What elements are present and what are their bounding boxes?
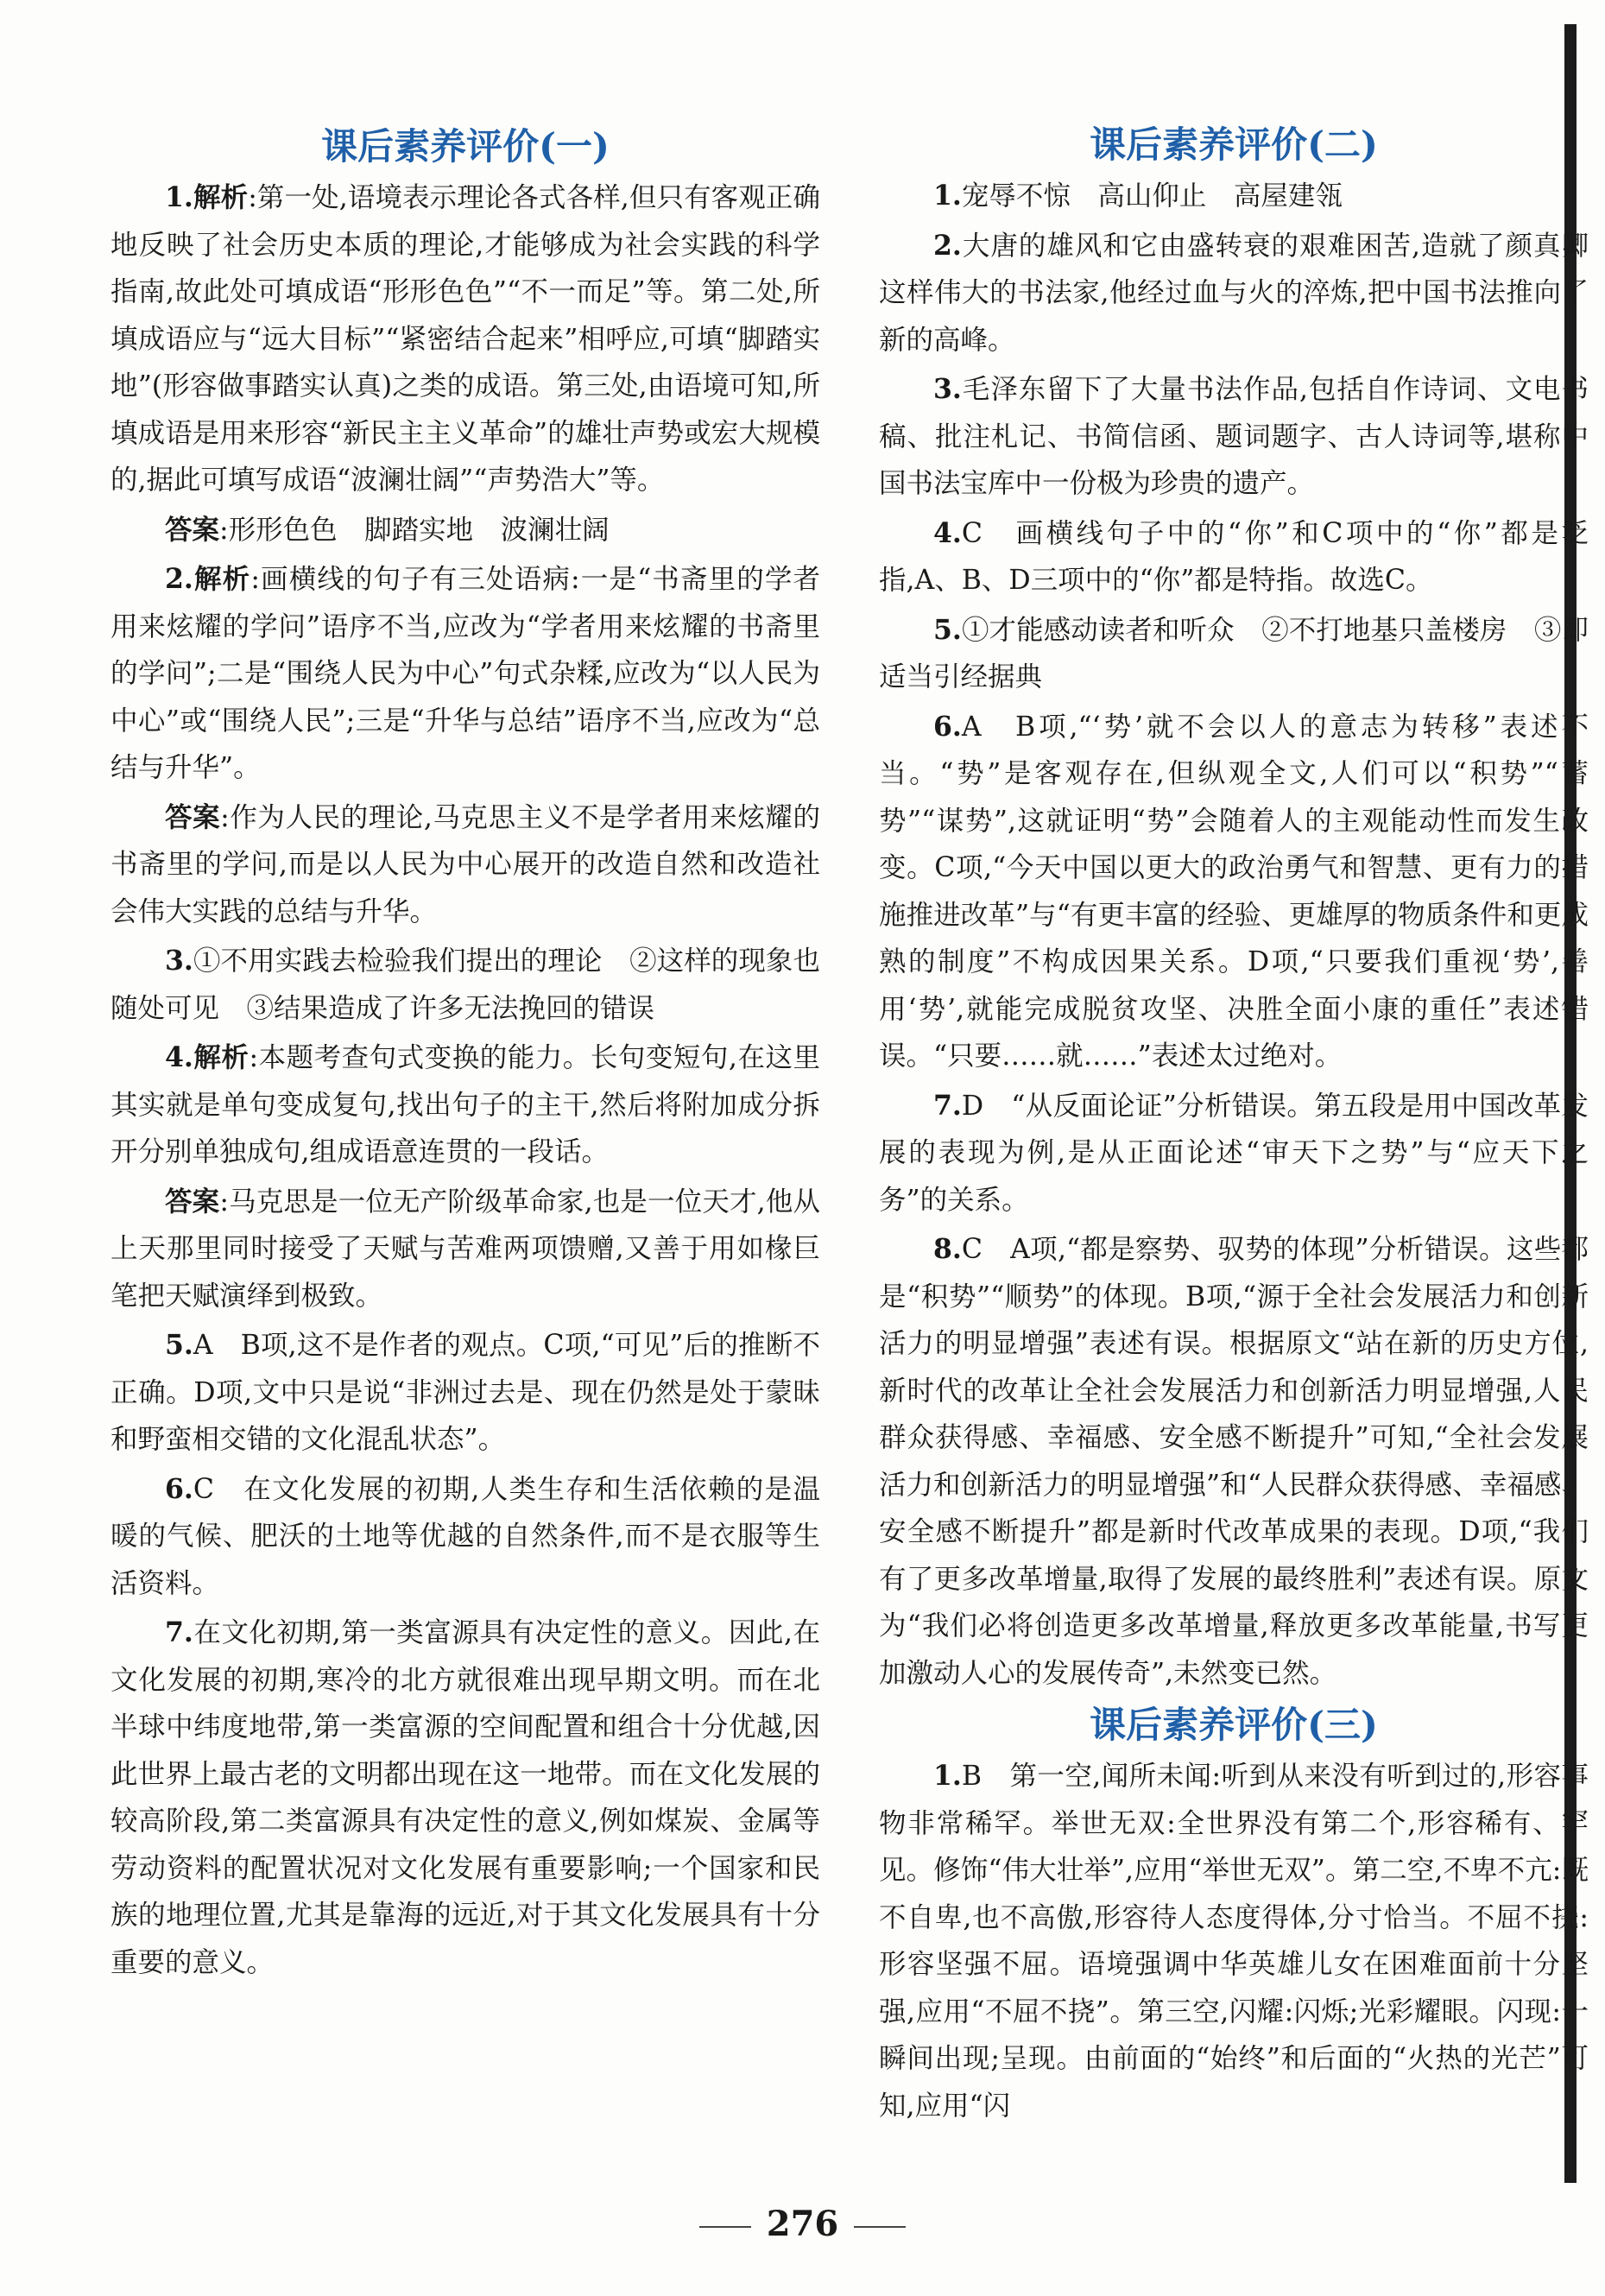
answer-paragraph bbox=[111, 938, 820, 1032]
answer-label bbox=[933, 373, 962, 405]
answer-paragraph bbox=[111, 556, 820, 792]
answer-text: :形形色色 脚踏实地 波澜壮阔 bbox=[219, 514, 610, 546]
question-number: 3. bbox=[933, 373, 962, 405]
footer-dash-left bbox=[699, 2226, 751, 2228]
answer-label bbox=[165, 514, 219, 546]
question-number: 1. bbox=[933, 1760, 962, 1792]
answer-paragraph bbox=[879, 223, 1589, 364]
answer-label bbox=[933, 614, 962, 646]
label-text: 答案 bbox=[165, 800, 221, 833]
answer-label bbox=[933, 517, 962, 549]
answer-paragraph bbox=[111, 1034, 820, 1176]
left-paragraphs bbox=[111, 174, 820, 1986]
answer-text: :作为人民的理论,马克思主义不是学者用来炫耀的书斋里的学问,而是以人民为中心展开的改造自然和改造社会伟大实践的总结与升华。 bbox=[111, 801, 820, 927]
section-title-1: 课后素养评价(一) bbox=[321, 125, 610, 168]
question-number: 6. bbox=[165, 1472, 193, 1505]
question-number: 4. bbox=[933, 516, 962, 549]
answer-text: C 在文化发展的初期,人类生存和生活依赖的是温暖的气候、肥沃的土地等优越的自然条件,而不是衣服等生活资料。 bbox=[111, 1473, 820, 1599]
answer-text: D “从反面论证”分析错误。第五段是用中国改革发展的表现为例,是从正面论述“审天下之势”与“应天下之务”的关系。 bbox=[879, 1090, 1589, 1216]
label-text: 解析 bbox=[193, 181, 249, 213]
answer-text: C 画横线句子中的“你”和C项中的“你”都是泛指,A、B、D三项中的“你”都是特指。故选C。 bbox=[879, 517, 1589, 596]
question-number: 8. bbox=[933, 1233, 962, 1265]
answer-text: B 第一空,闻所未闻:听到从来没有听到过的,形容事物非常稀罕。举世无双:全世界没有第二个,形容稀有、罕见。修饰“伟大壮举”,应用“举世无双”。第二空,不卑不亢:既不自卑,也不高傲,形容待人态度得体,分寸恰当。不屈不挠:形容坚强不屈。语境强调中华英雄儿女在困难面前十分坚强,应用“不屈不挠”。第三空,闪耀:闪烁;光彩耀眼。闪现:一瞬间出现;呈现。由前面的“始终”和后面的“火热的光芒”可知,应用“闪 bbox=[879, 1761, 1589, 2122]
answer-text: A B项,“‘势’就不会以人的意志为转移”表述不当。“势”是客观存在,但纵观全文,人们可以“积势”“蓄势”“谋势”,这就证明“势”会随着人的主观能动性而发生改变。C项,“今天中国以更大的政治勇气和智慧、更有力的措施推进改革”与“有更丰富的经验、更雄厚的物质条件和更成熟的制度”不构成因果关系。D项,“只要我们重视‘势’,善用‘势’,就能完成脱贫攻坚、决胜全面小康的重任”表述错误。“只要……就……”表述太过绝对。 bbox=[879, 711, 1589, 1072]
answer-paragraph bbox=[879, 173, 1589, 220]
answer-label bbox=[165, 945, 193, 977]
answer-text: :本题考查句式变换的能力。长句变短句,在这里其实就是单句变成复句,找出句子的主干,然后将附加成分拆开分别单独成句,组成语意连贯的一段话。 bbox=[111, 1042, 820, 1167]
left-column bbox=[111, 121, 820, 1989]
answer-label bbox=[933, 1760, 962, 1792]
answer-text: C A项,“都是察势、驭势的体现”分析错误。这些都是“积势”“顺势”的体现。B项,“源于全社会发展活力和创新活力的明显增强”表述有误。根据原文“站在新的历史方位,新时代的改革让全社会发展活力和创新活力明显增强,人民群众获得感、幸福感、安全感不断提升”可知,“全社会发展活力和创新活力的明显增强”和“人民群众获得感、幸福感、安全感不断提升”都是新时代改革成果的表现。D项,“我们有了更多改革增量,取得了发展的最终胜利”表述有误。原文为“我们必将创造更多改革增量,释放更多改革能量,书写更加激动人心的发展传奇”,未然变已然。 bbox=[879, 1234, 1589, 1689]
answer-paragraph bbox=[879, 1083, 1589, 1224]
answer-label bbox=[165, 801, 220, 833]
answer-paragraph bbox=[111, 174, 820, 504]
answer-label bbox=[933, 711, 962, 743]
question-number: 1. bbox=[165, 181, 193, 213]
answer-paragraph bbox=[879, 1753, 1589, 2129]
answer-label bbox=[165, 1186, 219, 1218]
answer-paragraph bbox=[111, 1610, 820, 1986]
answer-paragraph bbox=[111, 1322, 820, 1464]
answer-paragraph bbox=[111, 507, 820, 554]
answer-text: :马克思是一位无产阶级革命家,也是一位天才,他从上天那里同时接受了天赋与苦难两项馈赠,又善于用如椽巨笔把天赋演绎到极致。 bbox=[111, 1186, 820, 1312]
answer-label bbox=[165, 1473, 193, 1505]
answer-text: 毛泽东留下了大量书法作品,包括自作诗词、文电书稿、批注札记、书简信函、题词题字、古人诗词等,堪称中国书法宝库中一份极为珍贵的遗产。 bbox=[879, 374, 1589, 499]
answer-paragraph bbox=[879, 607, 1589, 701]
answer-label bbox=[933, 230, 962, 262]
answer-label bbox=[165, 1616, 193, 1648]
answer-label bbox=[165, 563, 250, 595]
question-number: 2. bbox=[165, 563, 193, 595]
right-column bbox=[879, 121, 1589, 2132]
question-number: 2. bbox=[933, 229, 962, 262]
answer-paragraph bbox=[879, 1226, 1589, 1697]
answer-text: 宠辱不惊 高山仰止 高屋建瓴 bbox=[961, 180, 1343, 212]
answer-text: A B项,这不是作者的观点。C项,“可见”后的推断不正确。D项,文中只是说“非洲过去是、现在仍然是处于蒙昧和野蛮相交错的文化混乱状态”。 bbox=[111, 1330, 820, 1455]
page-footer bbox=[0, 2204, 1605, 2244]
answer-label bbox=[933, 1233, 962, 1265]
answer-paragraph bbox=[879, 510, 1589, 604]
answer-label bbox=[165, 1041, 249, 1073]
answer-label bbox=[165, 1329, 193, 1361]
right-paragraphs-2 bbox=[879, 173, 1589, 1697]
answer-text: :画横线的句子有三处语病:一是“书斋里的学者用来炫耀的学问”语序不当,应改为“学者用来炫耀的书斋里的学问”;二是“围绕人民为中心”句式杂糅,应改为“以人民为中心”或“围绕人民”;三是“升华与总结”语序不当,应改为“总结与升华”。 bbox=[111, 564, 820, 783]
answer-paragraph bbox=[879, 366, 1589, 508]
question-number: 7. bbox=[933, 1089, 962, 1122]
answer-label bbox=[165, 181, 248, 213]
label-text: 答案 bbox=[165, 513, 220, 546]
footer-dash-right bbox=[854, 2226, 906, 2228]
label-text: 解析 bbox=[193, 563, 251, 595]
answer-paragraph bbox=[111, 794, 820, 936]
answer-label bbox=[933, 180, 962, 212]
question-number: 3. bbox=[165, 945, 193, 977]
label-text: 解析 bbox=[193, 1041, 250, 1073]
label-text: 答案 bbox=[165, 1185, 220, 1218]
question-number: 5. bbox=[933, 613, 962, 646]
question-number: 4. bbox=[165, 1041, 193, 1073]
page-number: 276 bbox=[766, 2204, 839, 2244]
answer-paragraph bbox=[879, 704, 1589, 1080]
answer-text: ①不用实践去检验我们提出的理论 ②这样的现象也随处可见 ③结果造成了许多无法挽回的错误 bbox=[111, 946, 820, 1024]
section-title-2: 课后素养评价(二) bbox=[1090, 123, 1378, 166]
right-paragraphs-3 bbox=[879, 1753, 1589, 2129]
question-number: 5. bbox=[165, 1329, 193, 1361]
question-number: 6. bbox=[933, 710, 962, 743]
answer-text: :第一处,语境表示理论各式各样,但只有客观正确地反映了社会历史本质的理论,才能够成为社会实践的科学指南,故此处可填成语“形形色色”“不一而足”等。第二处,所填成语应与“远大目标”“紧密结合起来”相呼应,可填“脚踏实地”(形容做事踏实认真)之类的成语。第三处,由语境可知,所填成语是用来形容“新民主主义革命”的雄壮声势或宏大规模的,据此可填写成语“波澜壮阔”“声势浩大”等。 bbox=[111, 182, 820, 496]
question-number: 7. bbox=[165, 1616, 193, 1648]
answer-text: 在文化初期,第一类富源具有决定性的意义。因此,在文化发展的初期,寒冷的北方就很难出现早期文明。而在北半球中纬度地带,第一类富源的空间配置和组合十分优越,因此世界上最古老的文明都出现在这一地带。而在文化发展的较高阶段,第二类富源具有决定性的意义,例如煤炭、金属等劳动资料的配置状况对文化发展有重要影响;一个国家和民族的地理位置,尤其是靠海的远近,对于其文化发展具有十分重要的意义。 bbox=[111, 1617, 820, 1978]
answer-text: 大唐的雄风和它由盛转衰的艰难困苦,造就了颜真卿这样伟大的书法家,他经过血与火的淬炼,把中国书法推向了新的高峰。 bbox=[879, 230, 1589, 356]
answer-text: ①才能感动读者和听众 ②不打地基只盖楼房 ③即适当引经据典 bbox=[879, 614, 1589, 693]
answer-paragraph bbox=[111, 1466, 820, 1608]
answer-label bbox=[933, 1090, 962, 1122]
answer-paragraph bbox=[111, 1179, 820, 1320]
section-title-3: 课后素养评价(三) bbox=[1090, 1704, 1378, 1746]
question-number: 1. bbox=[933, 180, 962, 212]
